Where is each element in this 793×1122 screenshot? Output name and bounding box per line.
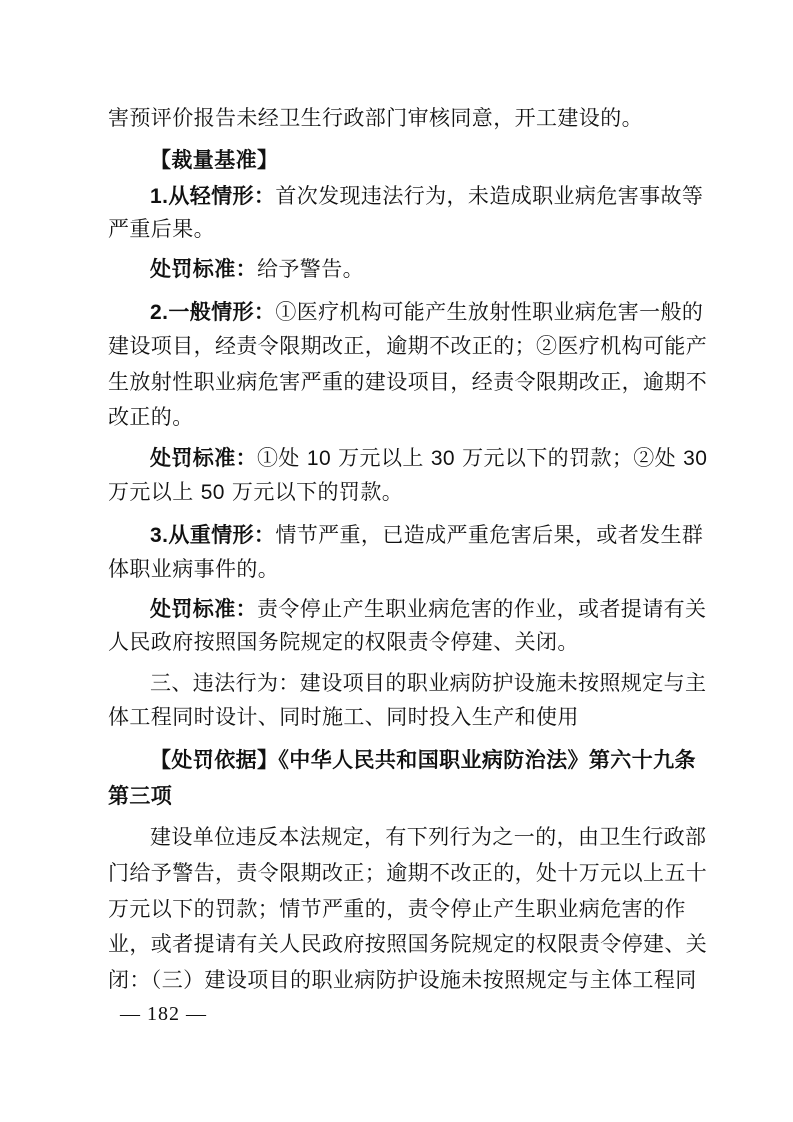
paragraph-line [108, 470, 698, 514]
case-label-mild: 1.从轻情形： [150, 184, 276, 208]
penalty-label: 处罚标准： [150, 597, 257, 621]
paragraph-line [108, 395, 698, 439]
line-text: 【处罚依据】《中华人民共和国职业病防治法》第六十九条 [150, 748, 696, 772]
line-text: 体工程同时设计、同时施工、同时投入生产和使用 [108, 705, 579, 729]
numeral: 30 [683, 447, 708, 470]
numeral: 1. [150, 185, 169, 208]
line-text: 第三项 [108, 784, 173, 808]
line-text: 生放射性职业病危害严重的建设项目，经责令限期改正，逾期不 [108, 370, 708, 394]
paragraph-line [108, 620, 698, 664]
line-text: 建设项目，经责令限期改正，逾期不改正的；②医疗机构可能产 [108, 334, 708, 358]
line-text: 首次发现违法行为，未造成职业病危害事故等 [275, 184, 704, 208]
case-label-general: 2.一般情形： [150, 300, 276, 324]
paragraph-line [108, 96, 698, 140]
line-text: 三、违法行为：建设项目的职业病防护设施未按照规定与主 [150, 671, 707, 695]
line-text: 业，或者提请有关人民政府按照国务院规定的权限责令停建、关 [108, 932, 708, 956]
paragraph-line [108, 547, 698, 591]
line-text: 建设单位违反本法规定，有下列行为之一的，由卫生行政部 [150, 825, 707, 849]
paragraph-line [150, 247, 698, 291]
case-label-severe: 3.从重情形： [150, 523, 276, 547]
penalty-label: 处罚标准： [150, 257, 257, 281]
paragraph-line [108, 695, 698, 739]
line-text: ①医疗机构可能产生放射性职业病危害一般的 [275, 300, 704, 324]
numeral: 50 [200, 481, 225, 504]
line-text: 责令停止产生职业病危害的作业，或者提请有关 [257, 597, 707, 621]
line-text: 给予警告。 [257, 257, 364, 281]
paragraph-line [108, 207, 698, 251]
line-text: 体职业病事件的。 [108, 557, 280, 581]
numeral: 2. [150, 301, 169, 324]
line-text: 万元以下的罚款；情节严重的，责令停止产生职业病危害的作 [108, 897, 686, 921]
numeral: 30 [430, 447, 455, 470]
line-text: 【裁量基准】 [150, 148, 279, 172]
numeral: 10 [306, 447, 332, 470]
line-text: 改正的。 [108, 405, 194, 429]
line-text: 万元以上 50 万元以下的罚款。 [108, 480, 404, 504]
line-text: 害预评价报告未经卫生行政部门审核同意，开工建设的。 [108, 106, 643, 130]
page-number: — 182 — [120, 1003, 207, 1025]
line-text: ①处 10 万元以上 30 万元以下的罚款；②处 30 [257, 446, 708, 470]
numeral: 3. [150, 524, 169, 547]
line-text: 情节严重，已造成严重危害后果，或者发生群 [275, 523, 704, 547]
penalty-basis-heading-cont [108, 774, 698, 818]
line-text: 人民政府按照国务院规定的权限责令停建、关闭。 [108, 630, 579, 654]
penalty-label: 处罚标准： [150, 446, 257, 470]
line-text: 闭：（三）建设项目的职业病防护设施未按照规定与主体工程同 [108, 968, 697, 992]
line-text: 门给予警告，责令限期改正；逾期不改正的，处十万元以上五十 [108, 861, 708, 885]
line-text: 严重后果。 [108, 217, 215, 241]
paragraph-line [108, 958, 698, 1002]
